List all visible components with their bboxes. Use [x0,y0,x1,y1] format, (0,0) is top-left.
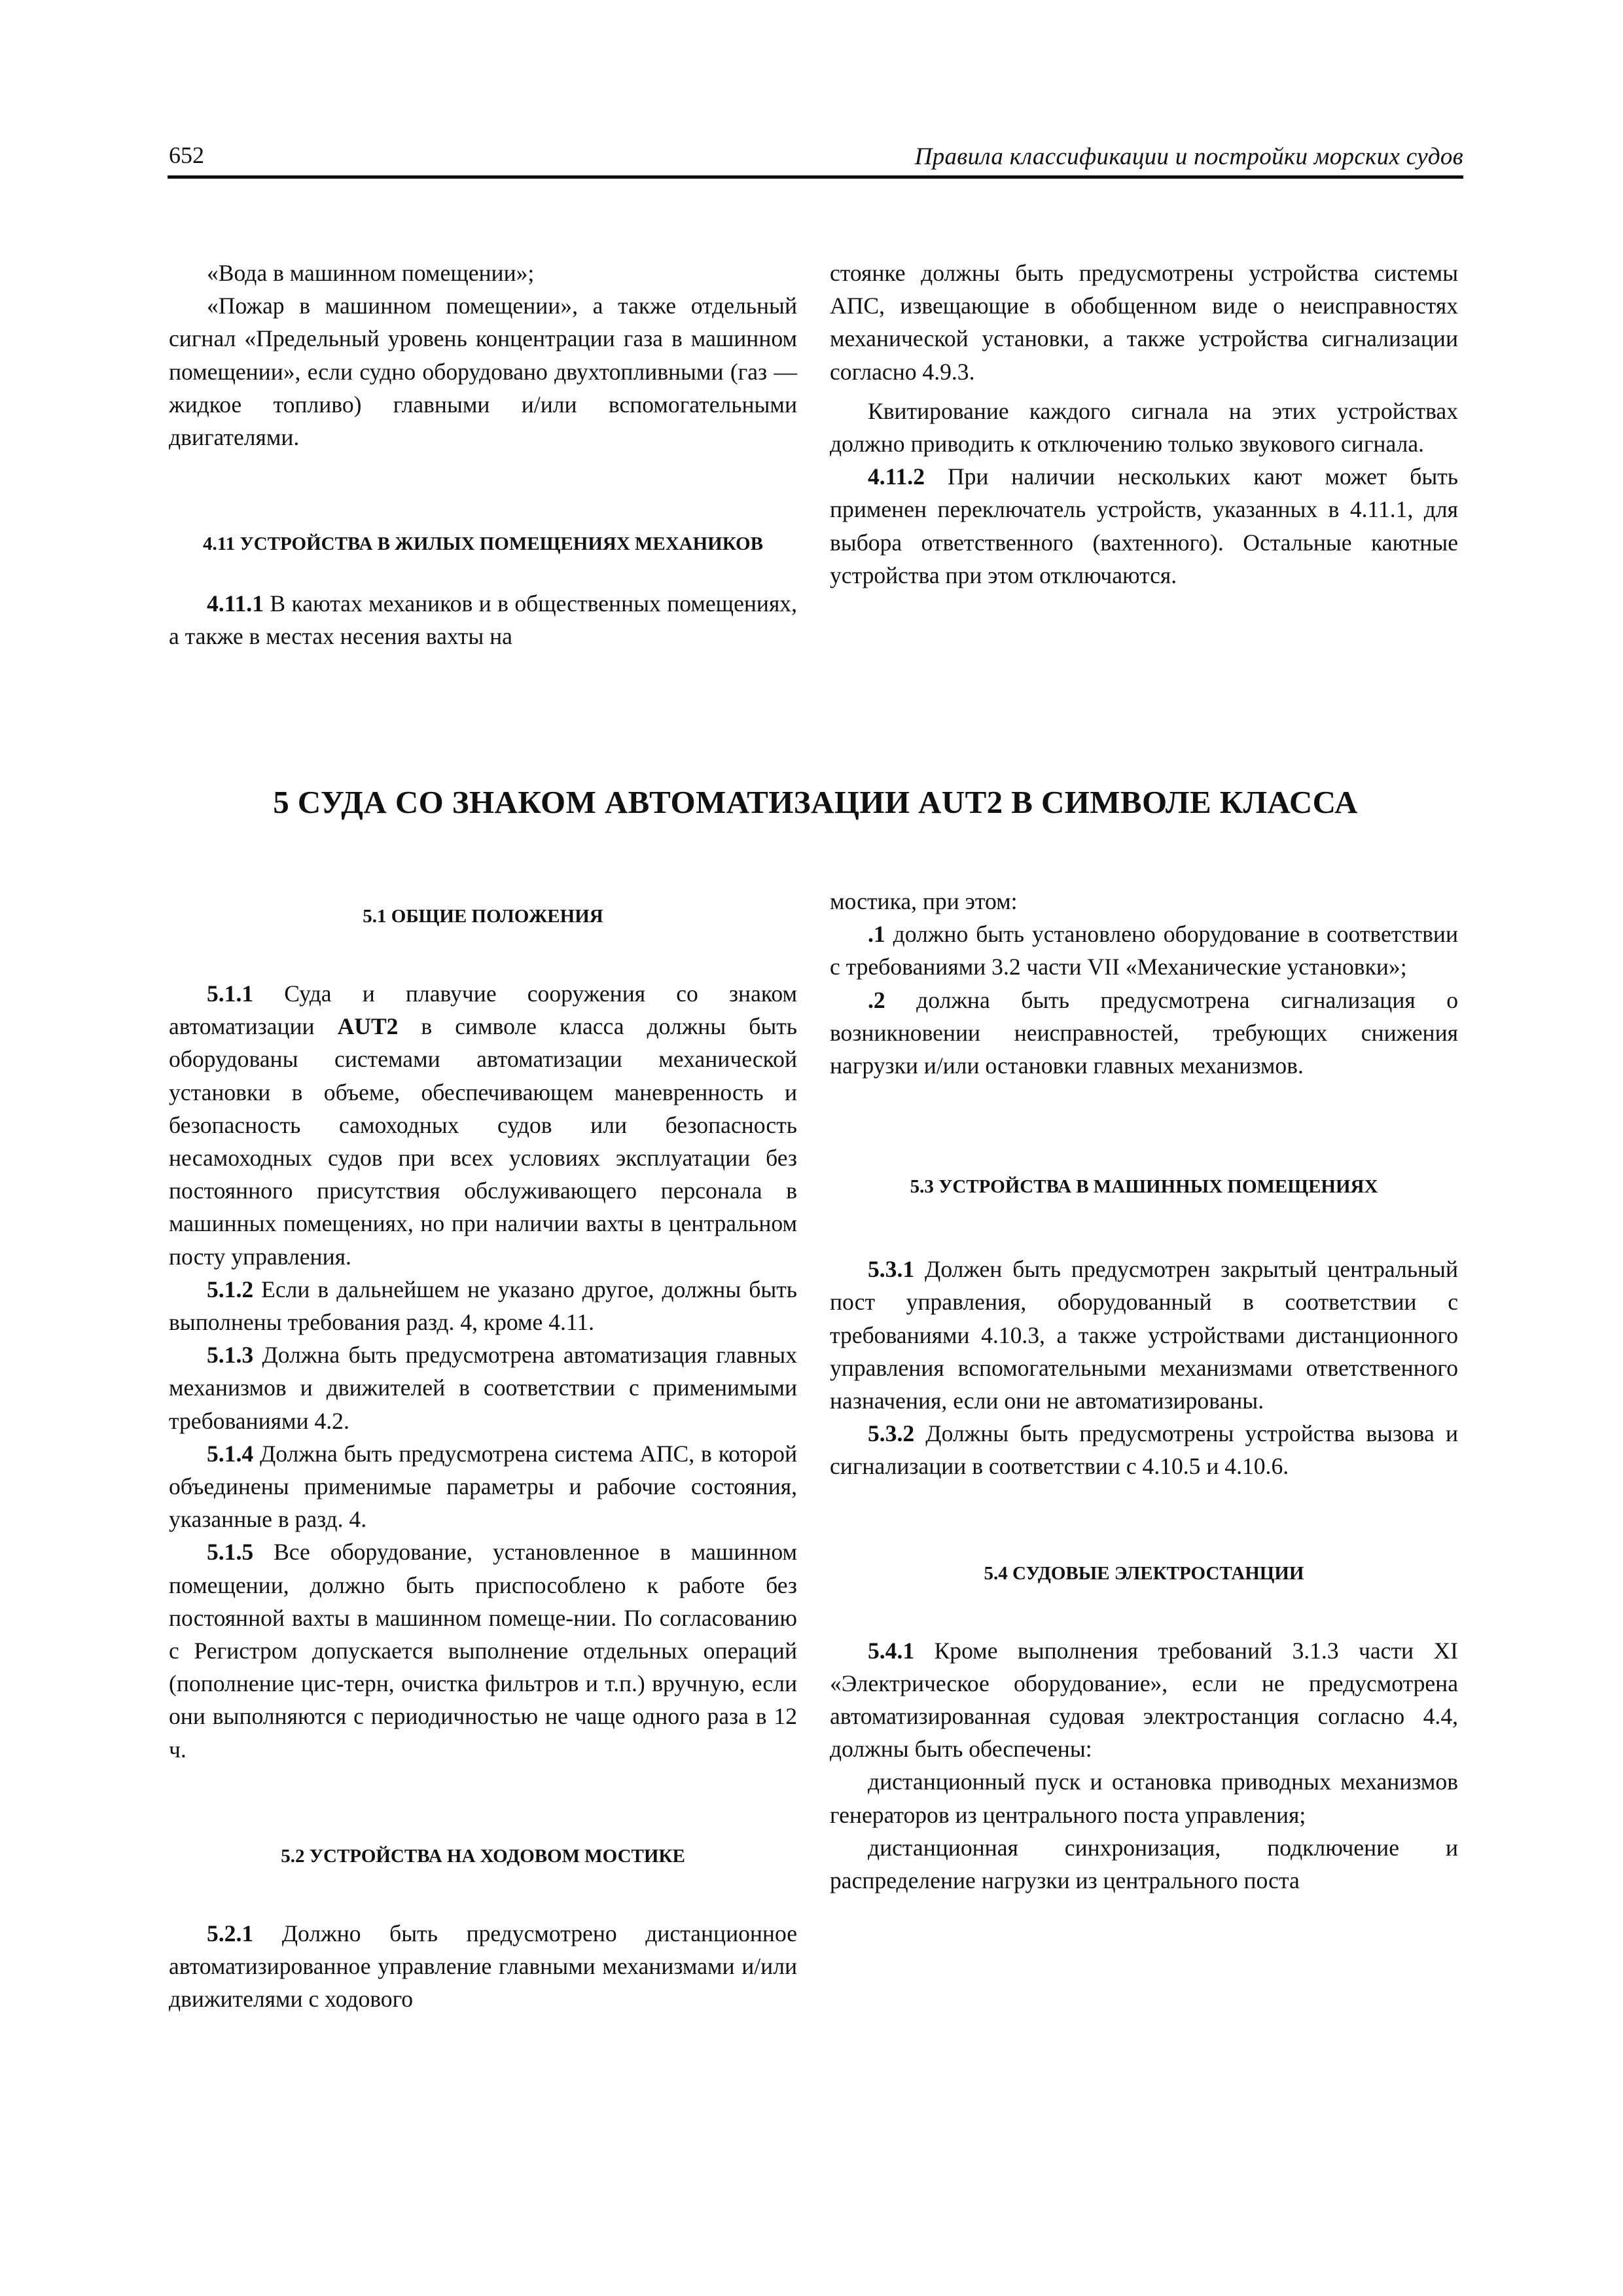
paragraph-5-1-1 [169,977,797,1273]
clause-number: 5.3.1 [868,1256,915,1283]
section-heading-5-2: 5.2 УСТРОЙСТВА НА ХОДОВОМ МОСТИКЕ [281,1845,685,1867]
chapter-title: 5 СУДА СО ЗНАКОМ АВТОМАТИЗАЦИИ AUT2 В СИМВОЛЕ КЛАССА [273,784,1358,820]
list-item-1 [830,918,1458,983]
paragraph: мостика, при этом: [830,888,1018,914]
header-rule [168,175,1463,179]
clause-number: 5.1.3 [207,1342,254,1369]
clause-number: 5.1.2 [207,1276,254,1302]
paragraph-4-11-2 [830,460,1458,592]
clause-number: 5.2.1 [207,1920,254,1946]
paragraph-5-2-1 [169,1917,797,2016]
paragraph-5-1-3 [169,1338,797,1437]
clause-text: в символе класса должны быть оборудованы системами автоматизации механической установки в объеме, обеспечивающем маневренность и безопасность самоходных судов или безопасность несамоходных судов при всех условиях эксплуатации без постоянного присутствия обслуживающего персонала в машинных помещениях, но при наличии вахты в центральном посту управления. [169,1013,797,1270]
class-notation: AUT2 [337,1013,399,1040]
clause-number: 5.1.5 [207,1539,254,1566]
section-heading-5-3: 5.3 УСТРОЙСТВА В МАШИННЫХ ПОМЕЩЕНИЯХ [910,1176,1378,1198]
page-number: 652 [169,142,204,168]
clause-text: Все оборудование, установленное в машинном помещении, должно быть приспособлено к работе без постоянной вахты в машинном помеще-нии. По согласованию с Регистром допускается выполнение отдельных операций (пополнение цис-терн, очистка фильтров и т.п.) вручную, если они выполняются с периодичностью не чаще одного раза в 12 ч. [169,1539,797,1763]
paragraph-5-1-5 [169,1535,797,1765]
clause-text: Должна быть предусмотрена система АПС, в которой объединены применимые параметры и рабочие состояния, указанные в разд. 4. [169,1440,797,1533]
column-bottom-left [169,885,797,2015]
clause-text: Должны быть предусмотрены устройства вызова и сигнализации в соответствии с 4.10.5 и 4.10.6. [830,1420,1458,1480]
paragraph-5-1-4 [169,1437,797,1536]
paragraph-5-3-1 [830,1253,1458,1417]
clause-text: Должна быть предусмотрена автоматизация главных механизмов и движителей в соответствии с применимыми требованиями 4.2. [169,1342,797,1434]
clause-number: 5.1.4 [207,1440,254,1467]
section-heading-5-4: 5.4 СУДОВЫЕ ЭЛЕКТРОСТАНЦИИ [984,1562,1304,1584]
clause-text: Должно быть предусмотрено дистанционное автоматизированное управление главными механизмами и/или движителями с ходового [169,1920,797,2013]
clause-text: Суда и плавучие сооружения со знаком автоматизации [169,980,797,1040]
item-text: должна быть предусмотрена сигнализация о возникновении неисправностей, требующих снижения нагрузки и/или остановки главных механизмов. [830,986,1458,1079]
clause-number: 5.4.1 [868,1637,915,1664]
clause-number: 5.3.2 [868,1420,915,1447]
paragraph: дистанционная синхронизация, подключение и распределение нагрузки из центрального поста [830,1834,1458,1894]
item-number: .2 [868,986,885,1013]
section-heading-4-11: 4.11 УСТРОЙСТВА В ЖИЛЫХ ПОМЕЩЕНИЯХ МЕХАНИКОВ [203,533,763,555]
clause-text: В каютах механиков и в общественных помещениях, а также в местах несения вахты на [169,590,797,650]
column-top-left [169,257,797,653]
clause-text: Должен быть предусмотрен закрытый центральный пост управления, оборудованный в соответствии с требованиями 4.10.3, а также устройствами дистанционного управления вспомогательными механизмами ответственного назначения, если они не автоматизированы. [830,1256,1458,1414]
paragraph: Квитирование каждого сигнала на этих устройствах должно приводить к отключению только звукового сигнала. [830,397,1458,457]
clause-number: 4.11.1 [207,590,264,617]
clause-number: 5.1.1 [207,980,254,1007]
column-top-right [830,257,1458,592]
paragraph-5-3-2 [830,1417,1458,1482]
paragraph-5-1-2 [169,1273,797,1338]
running-title: Правила классификации и постройки морских судов [914,143,1463,170]
clause-number: 4.11.2 [868,463,925,490]
clause-text: При наличии нескольких кают может быть применен переключатель устройств, указанных в 4.11.1, для выбора ответственного (вахтенного). Остальные каютные устройства при этом отключаются. [830,463,1458,588]
item-text: должно быть установлено оборудование в соответствии с требованиями 3.2 части VII «Механические установки»; [830,921,1458,980]
paragraph: дистанционный пуск и остановка приводных механизмов генераторов из центрального поста управления; [830,1768,1458,1828]
item-number: .1 [868,921,885,948]
paragraph-5-4-1 [830,1634,1458,1766]
clause-text: Если в дальнейшем не указано другое, должны быть выполнены требования разд. 4, кроме 4.11. [169,1276,797,1336]
list-item-2 [830,984,1458,1083]
column-bottom-right [830,885,1458,1897]
section-heading-5-1: 5.1 ОБЩИЕ ПОЛОЖЕНИЯ [363,906,603,927]
paragraph: «Вода в машинном помещении»; [207,260,535,286]
paragraph: «Пожар в машинном помещении», а также отдельный сигнал «Предельный уровень концентрации газа в машинном помещении», если судно оборудовано двухтопливными (газ — жидкое топливо) главными и/или вспомогательными двигателями. [169,293,797,451]
paragraph: стоянке должны быть предусмотрены устройства системы АПС, извещающие в обобщенном виде о неисправностях механической установки, а также устройства сигнализации согласно 4.9.3. [830,260,1458,385]
clause-text: Кроме выполнения требований 3.1.3 части XI «Электрическое оборудование», если не предусмотрена автоматизированная судовая электростанция согласно 4.4, должны быть обеспечены: [830,1637,1458,1763]
paragraph-4-11-1 [169,587,797,653]
